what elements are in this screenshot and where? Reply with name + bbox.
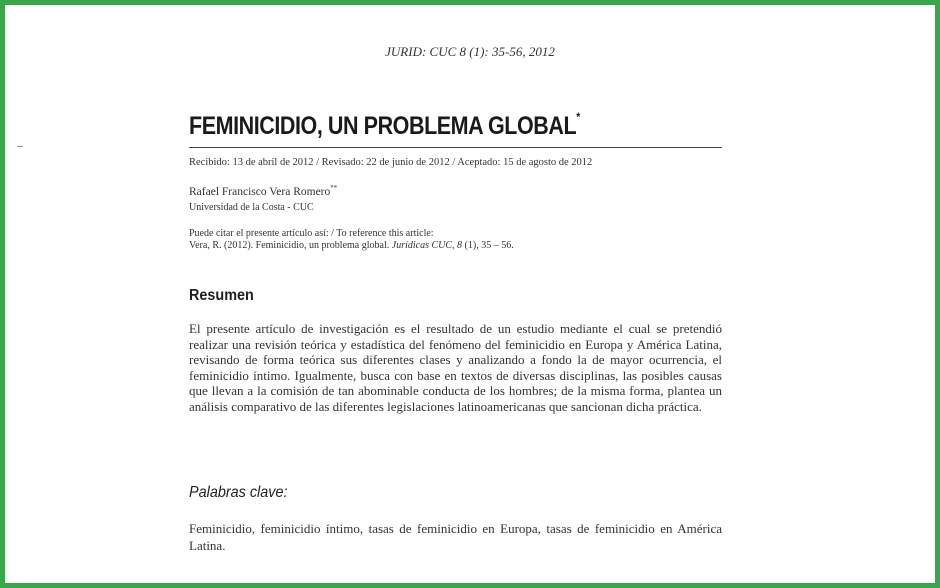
citation-volume: 8 xyxy=(457,240,463,251)
journal-header: JURID: CUC 8 (1): 35-56, 2012 xyxy=(385,44,555,59)
abstract-text: El presente artículo de investigación es el resultado de un estudio mediante el cual se pretendió realizar una revisión teórica y estadística del fenómeno del feminicidio en Europa y América Latina, revisando de forma teórica sus diferentes clases y analizando a fondo la de mayor ocurrencia, el feminicidio íntimo. Igualmente, busca con base en textos de diversas disciplinas, las posibles causas que llevan a la comisión de tan abominable conducta de los hombres; de la misma forma, plantea un análisis comparativo de las diferentes legislaciones latinoamericanas que sancionan dicha práctica. xyxy=(189,321,722,414)
title-divider xyxy=(189,147,722,148)
citation-suffix: (1), 35 – 56. xyxy=(464,240,514,251)
author-affiliation: Universidad de la Costa - CUC xyxy=(189,202,314,213)
author-name: Rafael Francisco Vera Romero xyxy=(189,185,331,198)
abstract-heading: Resumen xyxy=(189,287,254,304)
keywords-heading: Palabras clave: xyxy=(189,484,288,501)
citation-prefix: Vera, R. (2012). Feminicidio, un problema global. xyxy=(189,240,390,251)
author-line xyxy=(189,184,337,198)
citation-intro: Puede citar el presente artículo así: / To reference this article: xyxy=(189,228,434,239)
author-footnote-mark: ** xyxy=(330,184,338,192)
citation-journal: Jurídicas CUC, xyxy=(391,240,455,251)
keywords-text: Feminicidio, feminicidio íntimo, tasas de feminicidio en Europa, tasas de feminicidio en América Latina. xyxy=(189,521,722,553)
article-title xyxy=(189,112,580,141)
title-footnote-mark: * xyxy=(576,110,580,124)
citation-reference xyxy=(189,240,514,251)
margin-mark xyxy=(17,146,23,147)
article-title-text: FEMINICIDIO, UN PROBLEMA GLOBAL xyxy=(189,112,577,140)
submission-dates: Recibido: 13 de abril de 2012 / Revisado: 22 de junio de 2012 / Aceptado: 15 de agosto de 2012 xyxy=(189,157,593,168)
